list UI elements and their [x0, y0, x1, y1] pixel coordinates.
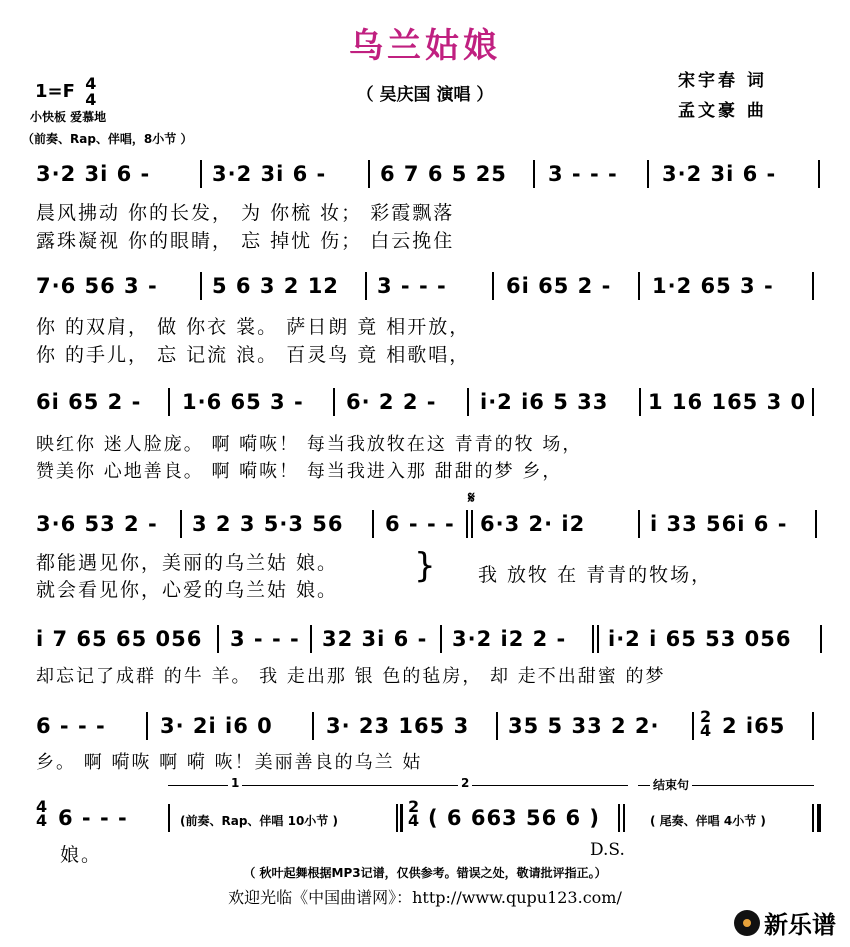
measure: 5 6 3 2 12 — [212, 274, 339, 298]
time-bottom: 4 — [700, 721, 712, 740]
measure: 6 - - - — [36, 714, 106, 738]
measure: 3 - - - — [548, 162, 618, 186]
lyric-line: 却忘记了成群 的牛 羊。 我 走出那 银 色的毡房， 却 走不出甜蜜 的梦 — [36, 666, 666, 687]
lyric-line: 映红你 迷人脸庞。 啊 嗬咴！ 每当我放牧在这 青青的牧 场， — [36, 434, 583, 455]
time-top: 2 — [408, 797, 420, 816]
dal-segno: D.S. — [590, 840, 625, 860]
measure: 35 5 33 2 2· — [508, 714, 660, 738]
measure: i 7 65 65 056 — [36, 627, 203, 651]
lyric-line: 你 的手儿， 忘 记流 浪。 百灵鸟 竟 相歌唱， — [36, 344, 471, 366]
lyric-line: 露珠凝视 你的眼睛， 忘 掉忧 伤； 白云挽住 — [36, 230, 455, 252]
measure: 6 - - - — [58, 806, 128, 830]
measure: 32 3i 6 - — [322, 627, 428, 651]
measure: 6 7 6 5 25 — [380, 162, 507, 186]
composer-credit: 孟文豪 曲 — [678, 101, 767, 121]
lyricist-credit: 宋宇春 词 — [678, 71, 767, 91]
brace: } — [414, 546, 436, 586]
singer-credit: （ 吴庆国 演唱 ） — [356, 85, 494, 105]
measure: 3 2 3 5·3 56 — [192, 512, 344, 536]
time-bottom: 4 — [85, 90, 97, 109]
measure: 3·2 i2 2 - — [452, 627, 567, 651]
time-bottom: 4 — [36, 811, 48, 830]
time-top: 2 — [700, 707, 712, 726]
intro-note: （前奏、Rap、伴唱，8小节 ） — [22, 132, 193, 146]
lyric-line: 晨风拂动 你的长发， 为 你梳 妆； 彩霞飘落 — [36, 202, 455, 224]
measure: 6i 65 2 - — [506, 274, 612, 298]
measure: 3· 23 165 3 — [326, 714, 470, 738]
key-signature — [35, 76, 96, 108]
time-bottom: 4 — [408, 811, 420, 830]
lyric-line: 赞美你 心地善良。 啊 嗬咴！ 每当我进入那 甜甜的梦 乡， — [36, 461, 563, 482]
volta-number-2: 2 — [458, 776, 472, 790]
measure: i·2 i 65 53 056 — [608, 627, 792, 651]
measure: 1·6 65 3 - — [182, 390, 304, 414]
volta-bracket-2 — [402, 785, 628, 787]
lyric-line: 娘。 — [60, 844, 103, 866]
measure: 3·2 3i 6 - — [212, 162, 327, 186]
time-signature-change — [36, 797, 48, 830]
measure: 6· 2 2 - — [346, 390, 437, 414]
brand-logo — [734, 905, 836, 940]
segno-icon: 𝄋 — [468, 488, 475, 507]
tempo-marking: 小快板 爱慕地 — [30, 110, 107, 124]
measure: 3 - - - — [377, 274, 447, 298]
outro-note: ( 尾奏、伴唱 4小节 ) — [650, 814, 766, 828]
measure: i 33 56i 6 - — [650, 512, 788, 536]
measure: ( 6 663 56 6 ) — [428, 806, 601, 830]
time-signature-change — [700, 707, 712, 740]
measure: 3· 2i i6 0 — [160, 714, 273, 738]
measure: 3 - - - — [230, 627, 300, 651]
lyric-line: 都能遇见你，美丽的乌兰姑 娘。 — [36, 552, 339, 574]
ending-label: 结束句 — [650, 776, 692, 793]
record-disc-icon — [734, 910, 760, 936]
interlude-note: (前奏、Rap、伴唱 10小节 ) — [180, 814, 338, 828]
measure: 3·6 53 2 - — [36, 512, 158, 536]
measure: i·2 i6 5 33 — [480, 390, 609, 414]
lyric-line: 乡。 啊 嗬咴 啊 嗬 咴！美丽善良的乌兰 姑 — [36, 752, 423, 773]
key-label: 1=F — [35, 81, 75, 102]
lyric-line: 就会看见你，心爱的乌兰姑 娘。 — [36, 579, 339, 601]
measure: 6i 65 2 - — [36, 390, 142, 414]
time-top: 4 — [85, 74, 97, 93]
time-signature — [85, 76, 96, 108]
measure: 2 i65 — [722, 714, 786, 738]
logo-text: 新乐谱 — [764, 911, 836, 939]
measure: 3·2 3i 6 - — [662, 162, 777, 186]
footer-site: 欢迎光临《中国曲谱网》：http://www.qupu123.com/ — [228, 888, 622, 907]
lyric-line: 你 的双肩， 做 你衣 裳。 萨日朗 竟 相开放， — [36, 316, 471, 338]
lyric-line: 我 放牧 在 青青的牧场， — [478, 564, 713, 586]
measure: 3·2 3i 6 - — [36, 162, 151, 186]
measure: 1 16 165 3 0 — [648, 390, 807, 414]
time-top: 4 — [36, 797, 48, 816]
measure: 6·3 2· i2 — [480, 512, 586, 536]
volta-bracket-1 — [168, 785, 402, 787]
measure: 7·6 56 3 - — [36, 274, 158, 298]
measure: 6 - - - — [385, 512, 455, 536]
time-signature-change — [408, 797, 420, 830]
footer-note: （ 秋叶起舞根据MP3记谱，仅供参考。错误之处，敬请批评指正。） — [243, 866, 607, 880]
measure: 1·2 65 3 - — [652, 274, 774, 298]
song-title: 乌兰姑娘 — [349, 26, 501, 66]
volta-number-1: 1 — [228, 776, 242, 790]
